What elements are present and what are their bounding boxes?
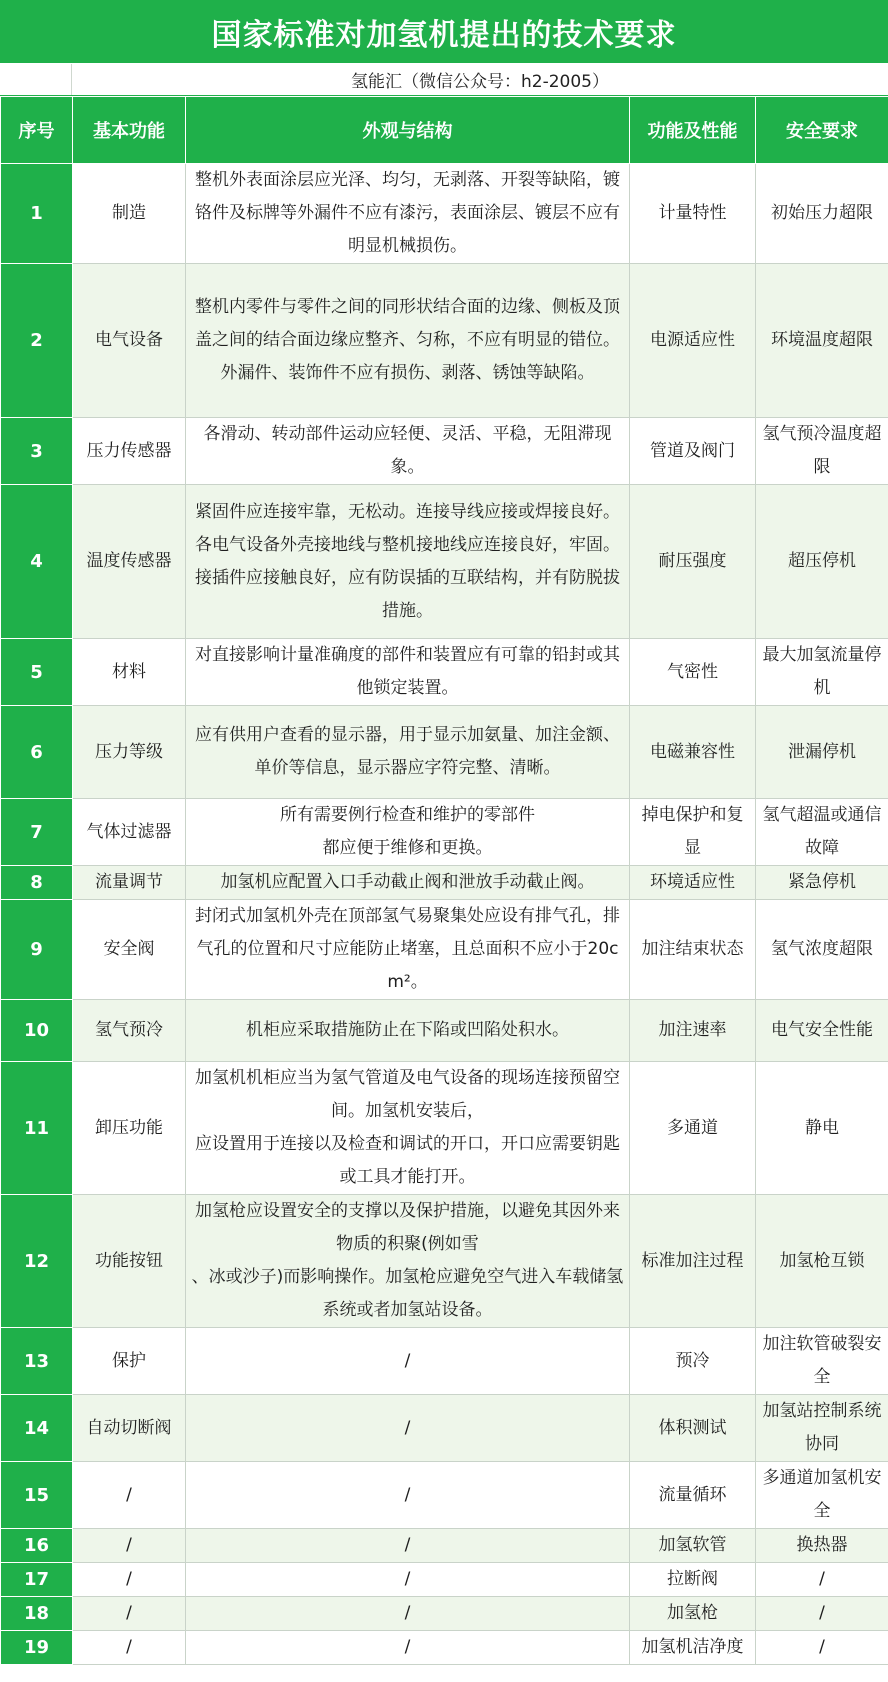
appearance-structure-cell: 各滑动、转动部件运动应轻便、灵活、平稳，无阻滞现象。 [186, 418, 630, 485]
function-performance-cell: 气密性 [630, 639, 756, 706]
row-number: 17 [1, 1563, 73, 1597]
appearance-structure-cell: / [186, 1631, 630, 1665]
basic-function-cell: 制造 [73, 164, 186, 264]
table-row [1, 1395, 888, 1462]
subtitle-spacer [0, 64, 72, 95]
header-function-performance: 功能及性能 [630, 97, 756, 164]
safety-requirement-cell: 多通道加氢机安全 [756, 1462, 888, 1529]
row-number: 6 [1, 706, 73, 799]
basic-function-cell: 氢气预冷 [73, 1000, 186, 1062]
safety-requirement-cell: / [756, 1563, 888, 1597]
basic-function-cell: 安全阀 [73, 900, 186, 1000]
row-number: 3 [1, 418, 73, 485]
appearance-structure-cell: / [186, 1597, 630, 1631]
function-performance-cell: 掉电保护和复显 [630, 799, 756, 866]
row-number: 9 [1, 900, 73, 1000]
function-performance-cell: 加注结束状态 [630, 900, 756, 1000]
basic-function-cell: 压力传感器 [73, 418, 186, 485]
row-number: 10 [1, 1000, 73, 1062]
safety-requirement-cell: 电气安全性能 [756, 1000, 888, 1062]
basic-function-cell: / [73, 1462, 186, 1529]
basic-function-cell: 温度传感器 [73, 485, 186, 639]
row-number: 12 [1, 1195, 73, 1328]
basic-function-cell: / [73, 1597, 186, 1631]
basic-function-cell: 自动切断阀 [73, 1395, 186, 1462]
appearance-structure-cell: 机柜应采取措施防止在下陷或凹陷处积水。 [186, 1000, 630, 1062]
safety-requirement-cell: 超压停机 [756, 485, 888, 639]
function-performance-cell: 电磁兼容性 [630, 706, 756, 799]
table-row [1, 1062, 888, 1195]
table-row [1, 1631, 888, 1665]
header-appearance-structure: 外观与结构 [186, 97, 630, 164]
safety-requirement-cell: / [756, 1597, 888, 1631]
table-row [1, 1563, 888, 1597]
function-performance-cell: 计量特性 [630, 164, 756, 264]
table-header-row [1, 97, 888, 164]
function-performance-cell: 电源适应性 [630, 264, 756, 418]
page-title: 国家标准对加氢机提出的技术要求 [0, 0, 888, 64]
row-number: 16 [1, 1529, 73, 1563]
function-performance-cell: 加氢软管 [630, 1529, 756, 1563]
header-basic-function: 基本功能 [73, 97, 186, 164]
safety-requirement-cell: 初始压力超限 [756, 164, 888, 264]
safety-requirement-cell: 泄漏停机 [756, 706, 888, 799]
basic-function-cell: / [73, 1631, 186, 1665]
function-performance-cell: 预冷 [630, 1328, 756, 1395]
appearance-structure-cell: 对直接影响计量准确度的部件和装置应有可靠的铅封或其他锁定装置。 [186, 639, 630, 706]
appearance-structure-cell: / [186, 1462, 630, 1529]
table-row [1, 639, 888, 706]
appearance-structure-cell: 整机外表面涂层应光泽、均匀，无剥落、开裂等缺陷，镀铬件及标牌等外漏件不应有漆污，表面涂层、镀层不应有明显机械损伤。 [186, 164, 630, 264]
basic-function-cell: 压力等级 [73, 706, 186, 799]
row-number: 11 [1, 1062, 73, 1195]
basic-function-cell: 流量调节 [73, 866, 186, 900]
function-performance-cell: 环境适应性 [630, 866, 756, 900]
table-row [1, 1462, 888, 1529]
safety-requirement-cell: 加氢站控制系统协同 [756, 1395, 888, 1462]
table-row [1, 264, 888, 418]
row-number: 8 [1, 866, 73, 900]
function-performance-cell: 加氢枪 [630, 1597, 756, 1631]
function-performance-cell: 拉断阀 [630, 1563, 756, 1597]
function-performance-cell: 多通道 [630, 1062, 756, 1195]
row-number: 7 [1, 799, 73, 866]
table-body [1, 164, 888, 1665]
function-performance-cell: 标准加注过程 [630, 1195, 756, 1328]
function-performance-cell: 体积测试 [630, 1395, 756, 1462]
safety-requirement-cell: 氢气浓度超限 [756, 900, 888, 1000]
basic-function-cell: 功能按钮 [73, 1195, 186, 1328]
basic-function-cell: 电气设备 [73, 264, 186, 418]
safety-requirement-cell: 氢气预冷温度超限 [756, 418, 888, 485]
function-performance-cell: 加氢机洁净度 [630, 1631, 756, 1665]
appearance-structure-cell: / [186, 1395, 630, 1462]
row-number: 2 [1, 264, 73, 418]
appearance-structure-cell: 所有需要例行检查和维护的零部件 都应便于维修和更换。 [186, 799, 630, 866]
basic-function-cell: / [73, 1529, 186, 1563]
row-number: 14 [1, 1395, 73, 1462]
safety-requirement-cell: 氢气超温或通信故障 [756, 799, 888, 866]
table-row [1, 1000, 888, 1062]
appearance-structure-cell: / [186, 1563, 630, 1597]
row-number: 4 [1, 485, 73, 639]
table-row [1, 164, 888, 264]
function-performance-cell: 管道及阀门 [630, 418, 756, 485]
table-row [1, 799, 888, 866]
function-performance-cell: 流量循环 [630, 1462, 756, 1529]
table-row [1, 485, 888, 639]
basic-function-cell: 保护 [73, 1328, 186, 1395]
safety-requirement-cell: 加注软管破裂安全 [756, 1328, 888, 1395]
row-number: 18 [1, 1597, 73, 1631]
header-no: 序号 [1, 97, 73, 164]
safety-requirement-cell: 换热器 [756, 1529, 888, 1563]
appearance-structure-cell: 整机内零件与零件之间的同形状结合面的边缘、侧板及顶盖之间的结合面边缘应整齐、匀称，不应有明显的错位。外漏件、装饰件不应有损伤、剥落、锈蚀等缺陷。 [186, 264, 630, 418]
table-row [1, 900, 888, 1000]
table-row [1, 706, 888, 799]
appearance-structure-cell: 加氢枪应设置安全的支撑以及保护措施，以避免其因外来物质的积聚(例如雪 、冰或沙子)而影响操作。加氢枪应避免空气进入车载储氢系统或者加氢站设备。 [186, 1195, 630, 1328]
header-safety-requirements: 安全要求 [756, 97, 888, 164]
row-number: 15 [1, 1462, 73, 1529]
function-performance-cell: 耐压强度 [630, 485, 756, 639]
table-row [1, 1529, 888, 1563]
appearance-structure-cell: / [186, 1529, 630, 1563]
appearance-structure-cell: / [186, 1328, 630, 1395]
safety-requirement-cell: 加氢枪互锁 [756, 1195, 888, 1328]
table-row [1, 1597, 888, 1631]
table-row [1, 1328, 888, 1395]
subtitle-row [0, 64, 888, 96]
row-number: 19 [1, 1631, 73, 1665]
row-number: 5 [1, 639, 73, 706]
safety-requirement-cell: 最大加氢流量停机 [756, 639, 888, 706]
safety-requirement-cell: / [756, 1631, 888, 1665]
basic-function-cell: 气体过滤器 [73, 799, 186, 866]
table-row [1, 1195, 888, 1328]
appearance-structure-cell: 加氢机机柜应当为氢气管道及电气设备的现场连接预留空间。加氢机安装后， 应设置用于连接以及检查和调试的开口，开口应需要钥匙或工具才能打开。 [186, 1062, 630, 1195]
appearance-structure-cell: 紧固件应连接牢靠，无松动。连接导线应接或焊接良好。各电气设备外壳接地线与整机接地线应连接良好，牢固。接插件应接触良好，应有防误插的互联结构，并有防脱拔措施。 [186, 485, 630, 639]
appearance-structure-cell: 加氢机应配置入口手动截止阀和泄放手动截止阀。 [186, 866, 630, 900]
subtitle: 氢能汇（微信公众号：h2-2005） [351, 72, 609, 92]
appearance-structure-cell: 封闭式加氢机外壳在顶部氢气易聚集处应设有排气孔，排气孔的位置和尺寸应能防止堵塞，且总面积不应小于20cm²。 [186, 900, 630, 1000]
safety-requirement-cell: 紧急停机 [756, 866, 888, 900]
basic-function-cell: / [73, 1563, 186, 1597]
row-number: 1 [1, 164, 73, 264]
safety-requirement-cell: 静电 [756, 1062, 888, 1195]
table-row [1, 866, 888, 900]
basic-function-cell: 卸压功能 [73, 1062, 186, 1195]
requirements-table [0, 96, 888, 1665]
safety-requirement-cell: 环境温度超限 [756, 264, 888, 418]
appearance-structure-cell: 应有供用户查看的显示器，用于显示加氨量、加注金额、单价等信息，显示器应字符完整、清晰。 [186, 706, 630, 799]
table-row [1, 418, 888, 485]
row-number: 13 [1, 1328, 73, 1395]
basic-function-cell: 材料 [73, 639, 186, 706]
function-performance-cell: 加注速率 [630, 1000, 756, 1062]
